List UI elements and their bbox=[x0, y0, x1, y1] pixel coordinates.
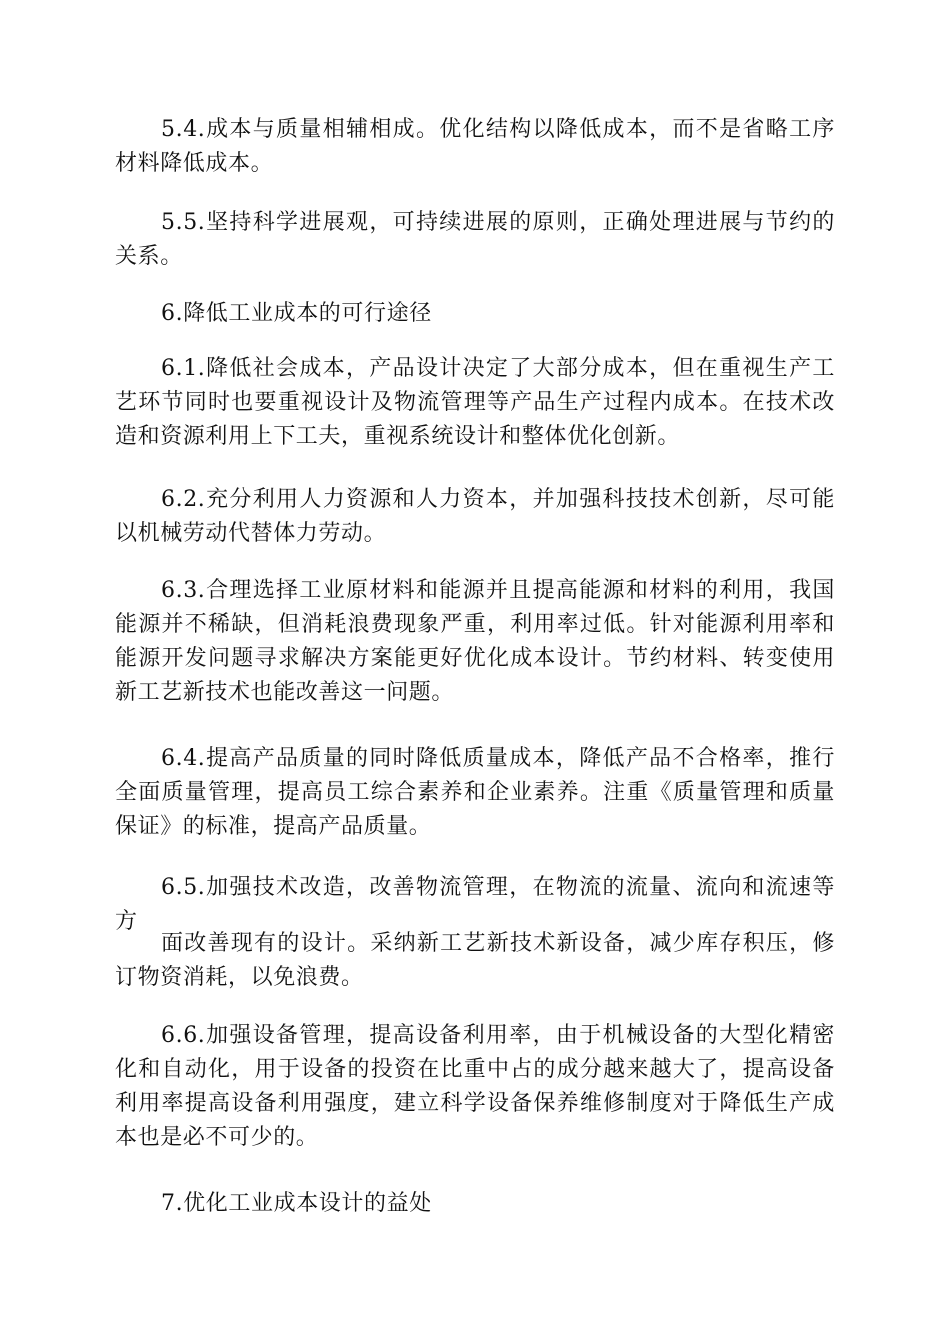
paragraph-6-1: 6.1.降低社会成本，产品设计决定了大部分成本，但在重视生产工艺环节同时也要重视设计及物流管理等产品生产过程内成本。在技术改造和资源利用上下工夫，重视系统设计和整体优化创新。 bbox=[115, 356, 835, 449]
paragraph-6-6: 6.6.加强设备管理，提高设备利用率，由于机械设备的大型化精密化和自动化，用于设备的投资在比重中占的成分越来越大了，提高设备利用率提高设备利用强度，建立科学设备保养维修制度对于降低生产成本也是必不可少的。 bbox=[115, 1023, 835, 1150]
section-heading-7: 7.优化工业成本设计的益处 bbox=[161, 1191, 432, 1216]
paragraph-5-4: 5.4.成本与质量相辅相成。优化结构以降低成本，而不是省略工序材料降低成本。 bbox=[115, 117, 835, 176]
paragraph-6-5-continuation: 面改善现有的设计。采纳新工艺新技术新设备，减少库存积压，修订物资消耗，以免浪费。 bbox=[115, 931, 835, 990]
paragraph-6-4: 6.4.提高产品质量的同时降低质量成本，降低产品不合格率，推行全面质量管理，提高员工综合素养和企业素养。注重《质量管理和质量保证》的标准，提高产品质量。 bbox=[115, 746, 835, 839]
paragraph-5-5: 5.5.坚持科学进展观，可持续进展的原则，正确处理进展与节约的关系。 bbox=[115, 210, 835, 269]
paragraph-6-2: 6.2.充分利用人力资源和人力资本，并加强科技技术创新，尽可能以机械劳动代替体力劳动。 bbox=[115, 487, 835, 546]
section-heading-6: 6.降低工业成本的可行途径 bbox=[161, 301, 432, 326]
paragraph-6-5-first-line: 6.5.加强技术改造，改善物流管理，在物流的流量、流向和流速等方 bbox=[115, 875, 835, 934]
paragraph-6-3: 6.3.合理选择工业原材料和能源并且提高能源和材料的利用，我国能源并不稀缺，但消耗浪费现象严重，利用率过低。针对能源利用率和能源开发问题寻求解决方案能更好优化成本设计。节约材料、转变使用新工艺新技术也能改善这一问题。 bbox=[115, 578, 835, 705]
